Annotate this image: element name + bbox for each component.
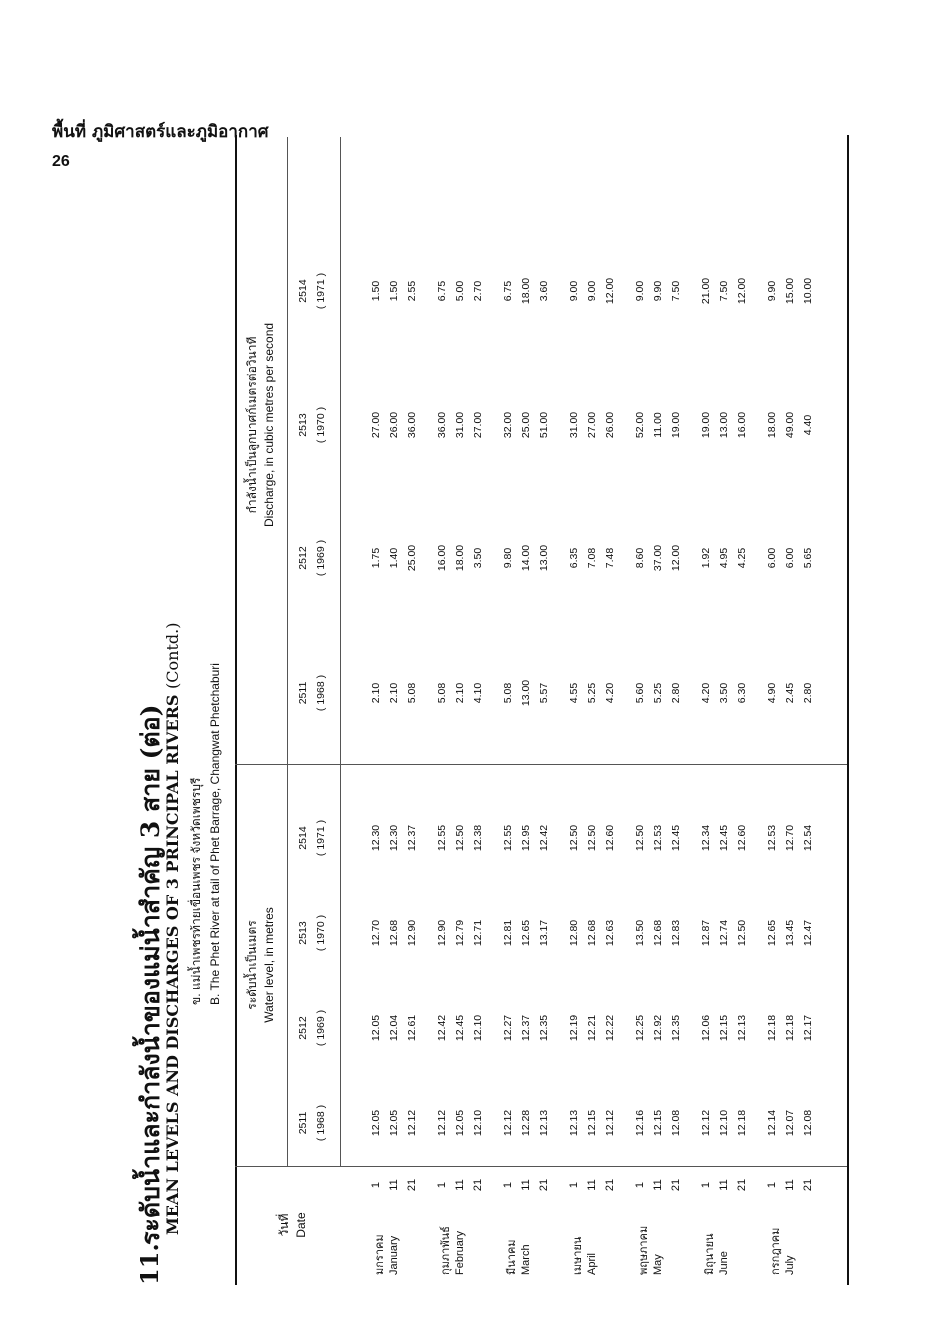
water-level-cell: 12.05 <box>454 1109 466 1137</box>
discharge-cell: 8.60 <box>634 547 646 569</box>
year-be: 2514 <box>297 279 309 303</box>
day-label: 11 <box>454 1179 466 1191</box>
water-level-cell: 12.87 <box>700 919 712 947</box>
water-level-cell: 12.79 <box>454 919 466 947</box>
discharge-cell: 52.00 <box>634 411 646 439</box>
discharge-cell: 2.45 <box>784 682 796 704</box>
discharge-cell: 5.00 <box>454 280 466 302</box>
discharge-cell: 21.00 <box>700 277 712 305</box>
year-ce: ( 1971 ) <box>315 819 327 857</box>
discharge-header <box>243 235 276 615</box>
water-level-cell: 12.30 <box>370 824 382 852</box>
water-level-cell: 12.45 <box>718 824 730 852</box>
water-level-cell: 12.05 <box>370 1014 382 1042</box>
water-level-cell: 12.92 <box>652 1014 664 1042</box>
water-level-cell: 13.17 <box>538 919 550 947</box>
discharge-cell: 13.00 <box>520 679 532 707</box>
discharge-cell: 13.00 <box>718 411 730 439</box>
water-level-cell: 12.08 <box>670 1109 682 1137</box>
day-label: 21 <box>538 1178 550 1192</box>
year-be: 2513 <box>297 921 309 945</box>
water-level-cell: 12.15 <box>652 1109 664 1137</box>
month-name-english: April <box>586 1252 598 1275</box>
month-name-thai: พฤษภาคม <box>638 1225 650 1275</box>
discharge-cell: 51.00 <box>538 411 550 439</box>
discharge-cell: 18.00 <box>766 411 778 439</box>
discharge-cell: 5.57 <box>538 682 550 704</box>
discharge-cell: 7.50 <box>718 280 730 302</box>
water-level-cell: 12.05 <box>370 1109 382 1137</box>
title-english-text: MEAN LEVELS AND DISCHARGES OF 3 PRINCIPAL RIVERS <box>163 694 182 1235</box>
discharge-cell: 12.00 <box>736 277 748 305</box>
day-label: 21 <box>604 1178 616 1192</box>
water-level-cell: 12.35 <box>538 1014 550 1042</box>
day-label: 1 <box>766 1181 778 1189</box>
discharge-cell: 5.65 <box>802 547 814 569</box>
discharge-cell: 3.60 <box>538 280 550 302</box>
discharge-cell: 1.92 <box>700 547 712 569</box>
water-level-cell: 12.63 <box>604 919 616 947</box>
day-label: 1 <box>502 1181 514 1189</box>
water-level-cell: 12.18 <box>784 1014 796 1042</box>
water-level-cell: 12.71 <box>472 919 484 947</box>
water-level-cell: 12.55 <box>502 824 514 852</box>
discharge-cell: 9.00 <box>586 280 598 302</box>
water-level-cell: 12.12 <box>604 1109 616 1137</box>
year-be: 2512 <box>297 1016 309 1040</box>
day-label: 11 <box>652 1179 664 1191</box>
discharge-cell: 1.75 <box>370 547 382 569</box>
discharge-cell: 5.25 <box>652 682 664 704</box>
year-ce: ( 1969 ) <box>315 539 327 577</box>
water-level-cell: 12.50 <box>454 824 466 852</box>
water-level-cell: 12.68 <box>388 919 400 947</box>
year-be: 2511 <box>297 1111 309 1135</box>
discharge-cell: 4.90 <box>766 682 778 704</box>
water-level-cell: 12.07 <box>784 1109 796 1137</box>
water-level-cell: 12.90 <box>436 919 448 947</box>
water-level-cell: 12.28 <box>520 1109 532 1137</box>
discharge-cell: 31.00 <box>454 411 466 439</box>
header-subrule <box>287 137 288 1167</box>
date-header <box>275 1185 308 1265</box>
water-level-cell: 12.81 <box>502 919 514 947</box>
water-level-cell: 12.68 <box>586 919 598 947</box>
discharge-cell: 10.00 <box>802 277 814 305</box>
year-be: 2514 <box>297 826 309 850</box>
water-level-cell: 12.12 <box>406 1109 418 1137</box>
table-top-rule <box>235 135 237 1285</box>
discharge-cell: 7.08 <box>586 547 598 569</box>
day-label: 1 <box>436 1181 448 1189</box>
month-name-thai: มกราคม <box>374 1234 386 1275</box>
discharge-cell: 9.80 <box>502 547 514 569</box>
discharge-cell: 5.08 <box>436 682 448 704</box>
discharge-cell: 27.00 <box>472 411 484 439</box>
discharge-cell: 27.00 <box>586 411 598 439</box>
discharge-cell: 6.30 <box>736 682 748 704</box>
day-label: 21 <box>670 1178 682 1192</box>
year-ce: ( 1968 ) <box>315 1104 327 1142</box>
discharge-cell: 25.00 <box>406 544 418 572</box>
discharge-cell: 49.00 <box>784 411 796 439</box>
discharge-cell: 4.20 <box>700 682 712 704</box>
discharge-cell: 6.75 <box>436 280 448 302</box>
discharge-cell: 36.00 <box>406 411 418 439</box>
day-label: 21 <box>736 1178 748 1192</box>
water-level-cell: 12.08 <box>802 1109 814 1137</box>
water-header-thai: ระดับน้ำเป็นเมตร <box>245 920 259 1010</box>
year-ce: ( 1971 ) <box>315 272 327 310</box>
month-name-thai: กุมภาพันธ์ <box>440 1226 452 1275</box>
day-label: 11 <box>784 1179 796 1191</box>
discharge-cell: 6.00 <box>784 547 796 569</box>
water-level-cell: 12.22 <box>604 1014 616 1042</box>
water-level-cell: 12.12 <box>502 1109 514 1137</box>
month-name-english: July <box>784 1255 796 1275</box>
water-header-english: Water level, in metres <box>262 907 276 1023</box>
discharge-cell: 5.08 <box>406 682 418 704</box>
discharge-cell: 4.10 <box>472 682 484 704</box>
day-label: 11 <box>520 1179 532 1191</box>
water-level-cell: 12.65 <box>766 919 778 947</box>
discharge-cell: 11.00 <box>652 412 664 438</box>
table-title-thai: ระดับน้ำและกำลังน้ำของแม่น้ำสำคัญ 3 สาย (ต่อ) <box>136 704 165 1245</box>
section-title: พื้นที่ ภูมิศาสตร์และภูมิอากาศ <box>52 122 269 142</box>
water-level-cell: 12.13 <box>736 1014 748 1042</box>
discharge-cell: 1.40 <box>388 547 400 569</box>
water-level-cell: 12.74 <box>718 919 730 947</box>
day-label: 21 <box>802 1178 814 1192</box>
discharge-cell: 19.00 <box>670 411 682 439</box>
discharge-cell: 13.00 <box>538 544 550 572</box>
day-label: 1 <box>634 1181 646 1189</box>
water-level-cell: 12.30 <box>388 824 400 852</box>
water-level-cell: 12.68 <box>652 919 664 947</box>
discharge-cell: 12.00 <box>670 544 682 572</box>
water-level-cell: 12.05 <box>388 1109 400 1137</box>
water-level-cell: 12.13 <box>538 1109 550 1137</box>
discharge-cell: 1.50 <box>370 280 382 302</box>
water-level-cell: 12.15 <box>586 1109 598 1137</box>
date-header-thai: วันที่ <box>277 1213 291 1237</box>
discharge-cell: 4.95 <box>718 547 730 569</box>
table-number: 11. <box>135 1243 164 1285</box>
month-name-thai: เมษายน <box>572 1236 584 1275</box>
discharge-cell: 36.00 <box>436 411 448 439</box>
month-name-english: June <box>718 1251 730 1275</box>
discharge-cell: 32.00 <box>502 411 514 439</box>
water-level-cell: 12.53 <box>766 824 778 852</box>
day-label: 21 <box>472 1178 484 1192</box>
water-level-cell: 12.54 <box>802 824 814 852</box>
water-level-cell: 12.13 <box>568 1109 580 1137</box>
month-name-english: May <box>652 1254 664 1275</box>
month-name-english: January <box>388 1235 400 1275</box>
water-level-cell: 12.50 <box>568 824 580 852</box>
water-level-cell: 12.27 <box>502 1014 514 1042</box>
water-level-cell: 12.04 <box>388 1014 400 1042</box>
discharge-cell: 9.00 <box>568 280 580 302</box>
discharge-cell: 2.10 <box>388 682 400 704</box>
header-rule <box>340 137 341 1167</box>
day-label: 11 <box>388 1179 400 1191</box>
water-level-cell: 12.70 <box>784 824 796 852</box>
discharge-cell: 19.00 <box>700 411 712 439</box>
discharge-header-thai: กำลังน้ำเป็นลูกบาศก์เมตรต่อวินาที <box>245 336 259 514</box>
water-level-cell: 12.42 <box>436 1014 448 1042</box>
water-level-cell: 12.42 <box>538 824 550 852</box>
water-level-cell: 12.12 <box>700 1109 712 1137</box>
month-name-thai: กรกฎาคม <box>770 1227 782 1275</box>
water-level-cell: 12.37 <box>406 824 418 852</box>
day-label: 1 <box>568 1181 580 1189</box>
water-level-cell: 12.10 <box>472 1109 484 1137</box>
month-name-thai: มีนาคม <box>506 1239 518 1275</box>
discharge-cell: 4.55 <box>568 682 580 704</box>
month-name-english: March <box>520 1244 532 1275</box>
discharge-cell: 3.50 <box>718 682 730 704</box>
discharge-cell: 14.00 <box>520 544 532 572</box>
discharge-cell: 6.35 <box>568 547 580 569</box>
water-level-cell: 12.17 <box>802 1014 814 1042</box>
water-level-cell: 12.16 <box>634 1109 646 1137</box>
discharge-cell: 26.00 <box>604 411 616 439</box>
year-ce: ( 1970 ) <box>315 914 327 952</box>
water-discharge-divider <box>235 764 847 765</box>
discharge-cell: 27.00 <box>370 411 382 439</box>
water-level-cell: 12.15 <box>718 1014 730 1042</box>
discharge-cell: 5.08 <box>502 682 514 704</box>
rotated-table-page <box>135 135 850 1285</box>
discharge-cell: 37.00 <box>652 544 664 572</box>
discharge-cell: 6.75 <box>502 280 514 302</box>
year-be: 2512 <box>297 546 309 570</box>
water-level-cell: 12.50 <box>736 919 748 947</box>
water-level-cell: 12.80 <box>568 919 580 947</box>
discharge-cell: 4.20 <box>604 682 616 704</box>
water-level-cell: 12.70 <box>370 919 382 947</box>
day-label: 1 <box>370 1181 382 1189</box>
day-label: 1 <box>700 1181 712 1189</box>
discharge-cell: 1.50 <box>388 280 400 302</box>
water-level-cell: 12.60 <box>736 824 748 852</box>
discharge-cell: 31.00 <box>568 411 580 439</box>
day-label: 21 <box>406 1178 418 1192</box>
discharge-cell: 5.60 <box>634 682 646 704</box>
discharge-cell: 18.00 <box>520 277 532 305</box>
water-level-cell: 12.14 <box>766 1109 778 1137</box>
title-contd: (Contd.) <box>163 622 182 689</box>
water-level-cell: 12.83 <box>670 919 682 947</box>
year-be: 2513 <box>297 413 309 437</box>
discharge-cell: 2.70 <box>472 280 484 302</box>
table-bottom-rule <box>847 135 849 1285</box>
discharge-cell: 26.00 <box>388 411 400 439</box>
day-label: 11 <box>718 1179 730 1191</box>
water-level-cell: 12.35 <box>670 1014 682 1042</box>
discharge-header-english: Discharge, in cubic metres per second <box>262 322 276 528</box>
discharge-cell: 6.00 <box>766 547 778 569</box>
water-level-cell: 12.34 <box>700 824 712 852</box>
water-level-cell: 12.61 <box>406 1014 418 1042</box>
water-level-cell: 12.18 <box>736 1109 748 1137</box>
water-level-header <box>243 825 276 1105</box>
discharge-cell: 12.00 <box>604 277 616 305</box>
water-level-cell: 13.45 <box>784 919 796 947</box>
page-number: 26 <box>52 153 70 170</box>
water-level-cell: 12.06 <box>700 1014 712 1042</box>
water-level-cell: 12.47 <box>802 919 814 947</box>
water-level-cell: 12.53 <box>652 824 664 852</box>
water-level-cell: 12.50 <box>586 824 598 852</box>
discharge-cell: 9.90 <box>766 280 778 302</box>
discharge-cell: 2.10 <box>454 682 466 704</box>
water-level-cell: 12.95 <box>520 824 532 852</box>
year-be: 2511 <box>297 681 309 705</box>
water-level-cell: 12.50 <box>634 824 646 852</box>
water-level-cell: 12.55 <box>436 824 448 852</box>
month-name-thai: มิถุนายน <box>704 1233 716 1275</box>
discharge-cell: 7.48 <box>604 547 616 569</box>
discharge-cell: 3.50 <box>472 547 484 569</box>
water-level-cell: 12.12 <box>436 1109 448 1137</box>
water-level-cell: 12.25 <box>634 1014 646 1042</box>
water-level-cell: 12.10 <box>472 1014 484 1042</box>
water-level-cell: 12.38 <box>472 824 484 852</box>
water-level-cell: 12.18 <box>766 1014 778 1042</box>
date-column-divider <box>235 1166 847 1167</box>
discharge-cell: 16.00 <box>736 411 748 439</box>
day-label: 11 <box>586 1179 598 1191</box>
discharge-cell: 7.50 <box>670 280 682 302</box>
water-level-cell: 13.50 <box>634 919 646 947</box>
water-level-cell: 12.65 <box>520 919 532 947</box>
discharge-cell: 2.55 <box>406 280 418 302</box>
discharge-cell: 25.00 <box>520 411 532 439</box>
discharge-cell: 2.80 <box>670 682 682 704</box>
water-level-cell: 12.90 <box>406 919 418 947</box>
discharge-cell: 9.90 <box>652 280 664 302</box>
water-level-cell: 12.10 <box>718 1109 730 1137</box>
date-header-english: Date <box>294 1212 308 1238</box>
discharge-cell: 16.00 <box>436 544 448 572</box>
discharge-cell: 9.00 <box>634 280 646 302</box>
year-ce: ( 1969 ) <box>315 1009 327 1047</box>
year-ce: ( 1968 ) <box>315 674 327 712</box>
year-ce: ( 1970 ) <box>315 406 327 444</box>
discharge-cell: 4.25 <box>736 547 748 569</box>
table-title-english <box>163 623 182 1235</box>
water-level-cell: 12.37 <box>520 1014 532 1042</box>
water-level-cell: 12.45 <box>670 824 682 852</box>
discharge-cell: 15.00 <box>784 277 796 305</box>
discharge-cell: 5.25 <box>586 682 598 704</box>
water-level-cell: 12.45 <box>454 1014 466 1042</box>
water-level-cell: 12.60 <box>604 824 616 852</box>
month-name-english: February <box>454 1230 466 1275</box>
discharge-cell: 4.40 <box>802 414 814 436</box>
discharge-cell: 2.80 <box>802 682 814 704</box>
discharge-cell: 18.00 <box>454 544 466 572</box>
discharge-cell: 2.10 <box>370 682 382 704</box>
water-level-cell: 12.21 <box>586 1014 598 1042</box>
subtitle-english: B. The Phet River at tail of Phet Barrage, Changwat Phetchaburi <box>208 663 222 1005</box>
water-level-cell: 12.19 <box>568 1014 580 1042</box>
subtitle-thai: ข. แม่น้ำเพชรท้ายเขื่อนเพชร จังหวัดเพชรบุรี <box>189 777 203 1005</box>
